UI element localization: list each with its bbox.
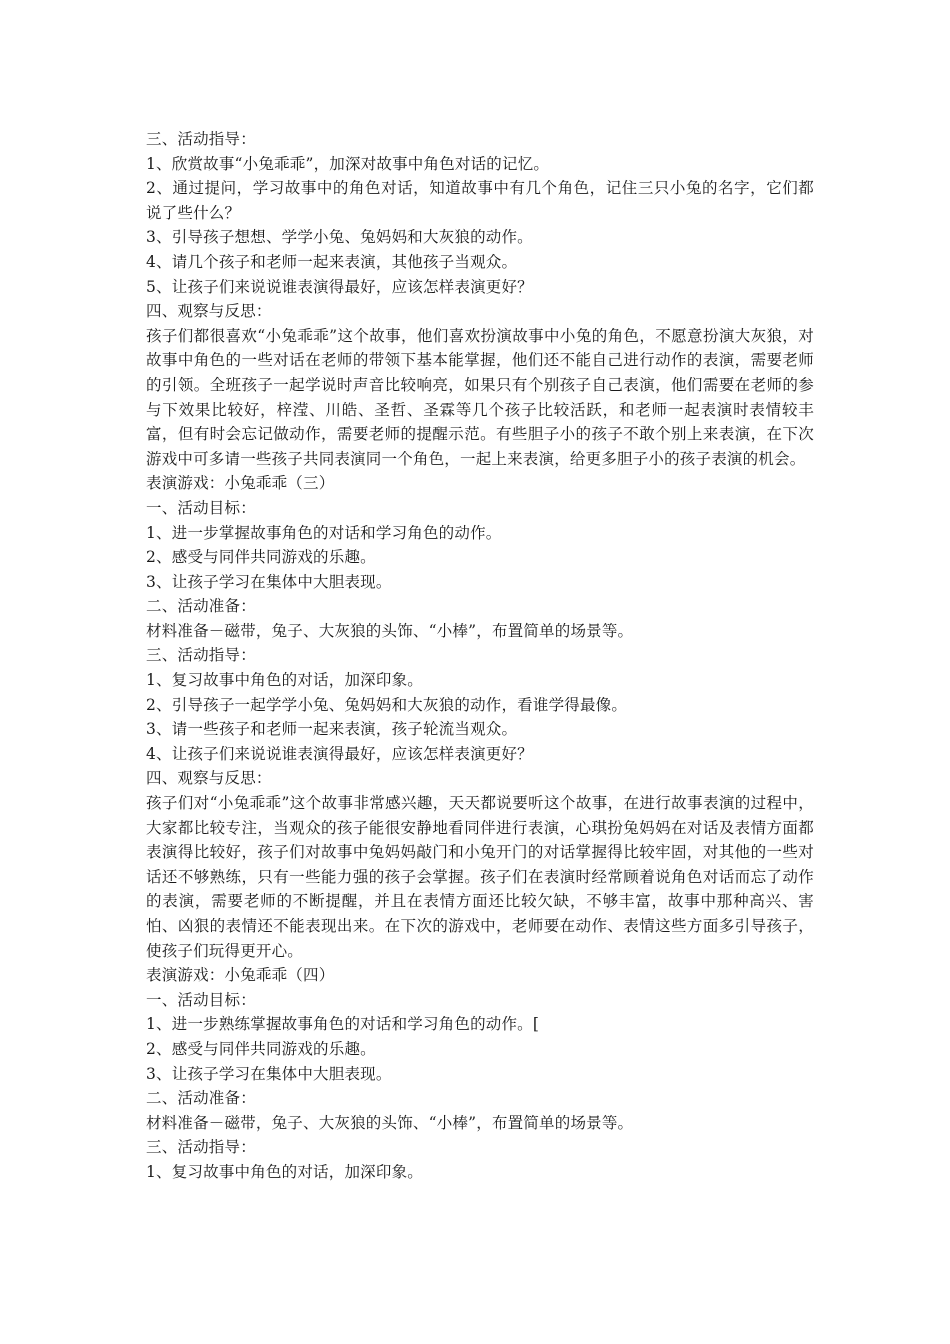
section-heading-preparation: 二、活动准备： xyxy=(146,1089,256,1108)
section-heading-preparation: 二、活动准备： xyxy=(146,597,256,616)
goal-item: 1、进一步掌握故事角色的对话和学习角色的动作。 xyxy=(146,523,502,542)
activity-title: 表演游戏：小兔乖乖（三） xyxy=(146,474,335,493)
guide-item: 1、欣赏故事“小兔乖乖”，加深对故事中角色对话的记忆。 xyxy=(146,154,550,173)
section-heading-goals: 一、活动目标： xyxy=(146,498,256,517)
guide-item: 1、复习故事中角色的对话，加深印象。 xyxy=(146,1162,423,1181)
section-heading-guide: 三、活动指导： xyxy=(146,130,256,148)
guide-item: 4、请几个孩子和老师一起来表演，其他孩子当观众。 xyxy=(146,252,518,271)
guide-item: 2、引导孩子一起学学小兔、兔妈妈和大灰狼的动作，看谁学得最像。 xyxy=(146,695,628,714)
section-heading-goals: 一、活动目标： xyxy=(146,990,256,1009)
guide-item: 3、引导孩子想想、学学小兔、兔妈妈和大灰狼的动作。 xyxy=(146,228,533,247)
reflection-paragraph: 孩子们都很喜欢“小兔乖乖”这个故事，他们喜欢扮演故事中小兔的角色，不愿意扮演大灰狼，对故事中角色的一些对话在老师的带领下基本能掌握，他们还不能自己进行动作的表演，需要老师的引领。全班孩子一起学说时声音比较响亮，如果只有个别孩子自己表演，他们需要在老师的参与下效果比较好，梓滢、川皓、圣哲、圣霖等几个孩子比较活跃，和老师一起表演时表情较丰富，但有时会忘记做动作，需要老师的提醒示范。有些胆子小的孩子不敢个别上来表演，在下次游戏中可多请一些孩子共同表演同一个角色，一起上来表演，给更多胆子小的孩子表演的机会。 xyxy=(146,326,814,468)
section-heading-reflection: 四、观察与反思： xyxy=(146,302,272,321)
goal-item: 3、让孩子学习在集体中大胆表现。 xyxy=(146,1064,392,1083)
preparation-text: 材料准备－磁带，兔子、大灰狼的头饰、“小棒”，布置简单的场景等。 xyxy=(146,621,634,640)
preparation-text: 材料准备－磁带，兔子、大灰狼的头饰、“小棒”，布置简单的场景等。 xyxy=(146,1113,634,1132)
guide-item: 1、复习故事中角色的对话，加深印象。 xyxy=(146,671,423,690)
goal-item: 2、感受与同伴共同游戏的乐趣。 xyxy=(146,1039,376,1058)
section-heading-reflection: 四、观察与反思： xyxy=(146,769,272,788)
goal-item: 2、感受与同伴共同游戏的乐趣。 xyxy=(146,548,376,567)
guide-item: 2、通过提问，学习故事中的角色对话，知道故事中有几个角色，记住三只小兔的名字，它们都说了些什么？ xyxy=(146,179,814,222)
activity-title: 表演游戏：小兔乖乖（四） xyxy=(146,966,335,985)
document-page xyxy=(146,127,814,1185)
section-heading-guide: 三、活动指导： xyxy=(146,646,256,665)
goal-item: 3、让孩子学习在集体中大胆表现。 xyxy=(146,572,392,591)
reflection-paragraph: 孩子们对“小兔乖乖”这个故事非常感兴趣，天天都说要听这个故事，在进行故事表演的过程中，大家都比较专注，当观众的孩子能很安静地看同伴进行表演，心琪扮兔妈妈在对话及表情方面都表演得比较好，孩子们对故事中兔妈妈敲门和小兔开门的对话掌握得比较牢固，对其他的一些对话还不够熟练，只有一些能力强的孩子会掌握。孩子们在表演时经常顾着说角色对话而忘了动作的表演，需要老师的不断提醒，并且在表情方面还比较欠缺，不够丰富，故事中那种高兴、害怕、凶狠的表情还不能表现出来。在下次的游戏中，老师要在动作、表情这些方面多引导孩子，使孩子们玩得更开心。 xyxy=(146,794,814,960)
guide-item: 3、请一些孩子和老师一起来表演，孩子轮流当观众。 xyxy=(146,720,518,739)
goal-item: 1、进一步熟练掌握故事角色的对话和学习角色的动作。[ xyxy=(146,1015,540,1034)
section-heading-guide: 三、活动指导： xyxy=(146,1138,256,1157)
guide-item: 5、让孩子们来说说谁表演得最好，应该怎样表演更好？ xyxy=(146,277,533,296)
guide-item: 4、让孩子们来说说谁表演得最好，应该怎样表演更好？ xyxy=(146,744,533,763)
